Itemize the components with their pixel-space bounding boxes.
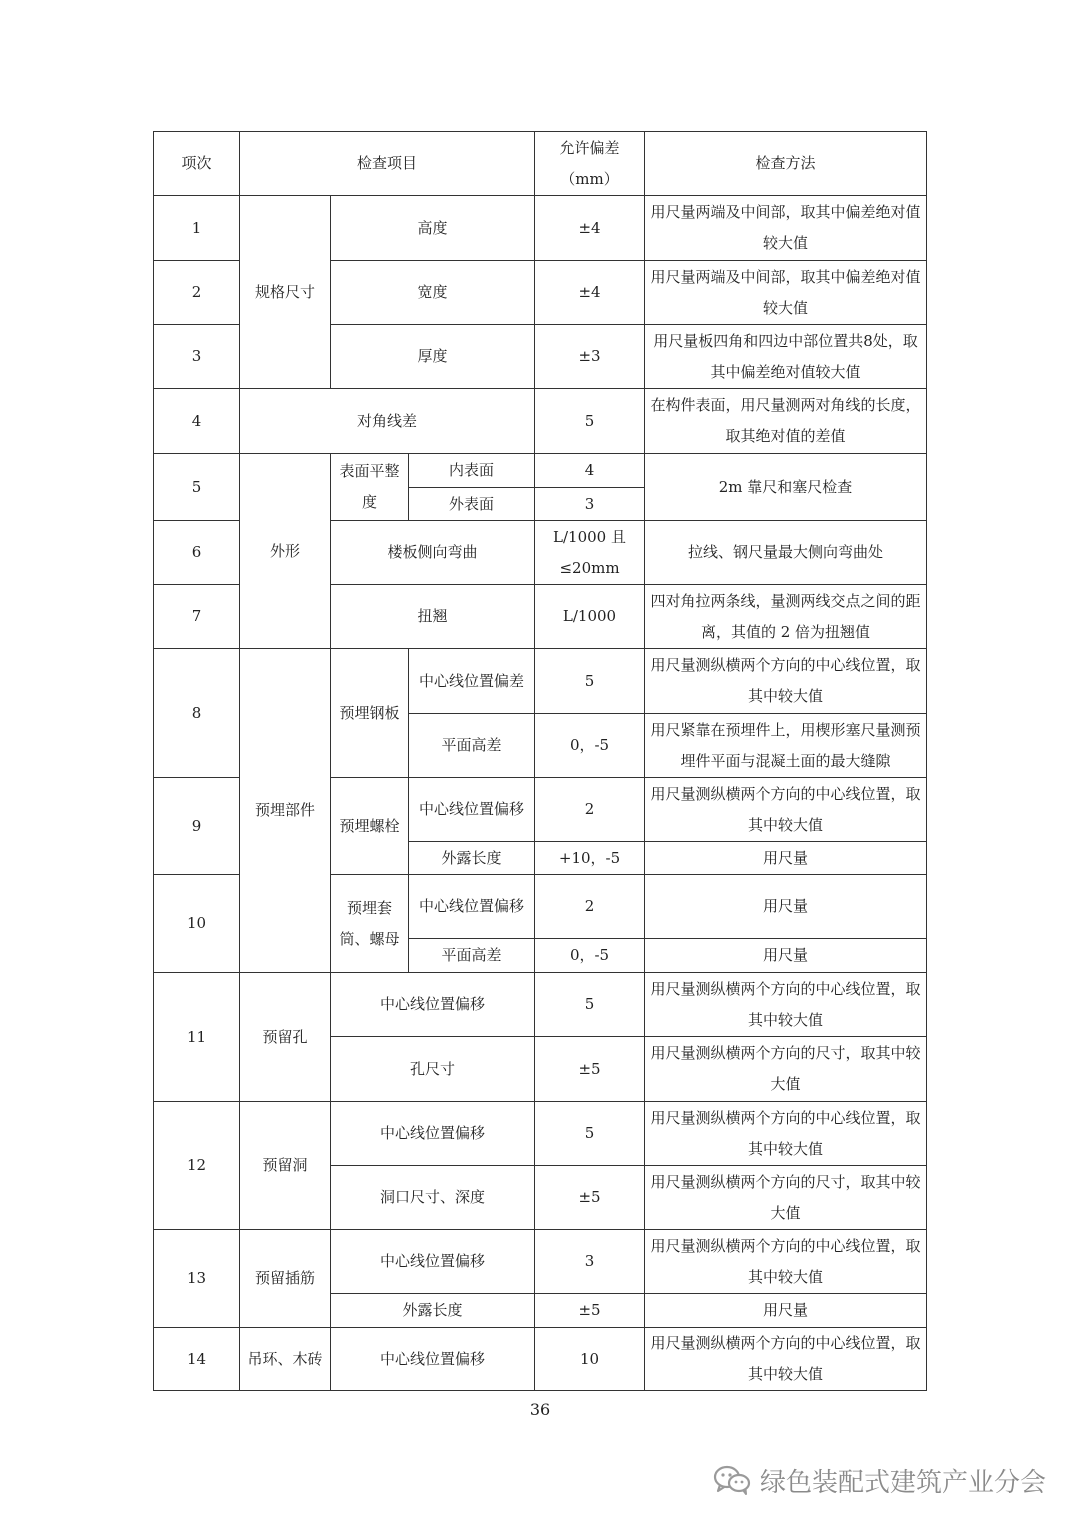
table-row xyxy=(154,649,927,714)
row-tolerance: 5 xyxy=(535,389,645,454)
table-row xyxy=(154,196,927,261)
row-number: 13 xyxy=(154,1230,240,1328)
row-tolerance: 4 xyxy=(535,454,645,488)
row-tolerance: ±4 xyxy=(535,261,645,325)
row-method: 用尺量测纵横两个方向的中心线位置，取其中较大值 xyxy=(645,1230,927,1294)
row-category: 预留插筋 xyxy=(240,1230,331,1328)
row-item: 中心线位置偏移 xyxy=(331,1230,535,1294)
row-tolerance: 2 xyxy=(535,875,645,939)
row-number: 4 xyxy=(154,389,240,454)
row-tolerance: ±3 xyxy=(535,325,645,389)
row-method: 用尺量测纵横两个方向的尺寸，取其中较大值 xyxy=(645,1037,927,1102)
table-row xyxy=(154,389,927,454)
table-header-row xyxy=(154,132,927,196)
row-item: 内表面 xyxy=(409,454,535,488)
row-number: 14 xyxy=(154,1328,240,1391)
row-number: 10 xyxy=(154,875,240,973)
row-item: 中心线位置偏移 xyxy=(331,973,535,1037)
row-subcategory: 预埋钢板 xyxy=(331,649,409,778)
row-tolerance: 3 xyxy=(535,1230,645,1294)
row-tolerance: 2 xyxy=(535,778,645,842)
row-item: 高度 xyxy=(331,196,535,261)
tolerance-table xyxy=(153,131,927,1391)
row-method: 用尺量两端及中间部，取其中偏差绝对值较大值 xyxy=(645,261,927,325)
row-item: 外露长度 xyxy=(409,842,535,875)
row-tolerance: 3 xyxy=(535,488,645,521)
row-item: 中心线位置偏差 xyxy=(409,649,535,714)
row-item: 中心线位置偏移 xyxy=(331,1102,535,1166)
row-item: 中心线位置偏移 xyxy=(409,875,535,939)
row-subcategory: 预埋螺栓 xyxy=(331,778,409,875)
row-method: 用尺量测纵横两个方向的中心线位置，取其中较大值 xyxy=(645,649,927,714)
row-method: 用尺量测纵横两个方向的中心线位置，取其中较大值 xyxy=(645,1102,927,1166)
row-tolerance: +10，-5 xyxy=(535,842,645,875)
row-item: 宽度 xyxy=(331,261,535,325)
header-item: 检查项目 xyxy=(240,132,535,196)
row-number: 2 xyxy=(154,261,240,325)
watermark xyxy=(712,1462,1046,1498)
page-number: 36 xyxy=(529,1400,551,1419)
row-item: 平面高差 xyxy=(409,714,535,778)
row-item: 楼板侧向弯曲 xyxy=(331,521,535,585)
row-method: 用尺量测纵横两个方向的尺寸，取其中较大值 xyxy=(645,1166,927,1230)
row-method: 用尺量两端及中间部，取其中偏差绝对值较大值 xyxy=(645,196,927,261)
header-method: 检查方法 xyxy=(645,132,927,196)
row-method: 用尺紧靠在预埋件上，用楔形塞尺量测预埋件平面与混凝土面的最大缝隙 xyxy=(645,714,927,778)
row-number: 6 xyxy=(154,521,240,585)
row-tolerance: 5 xyxy=(535,649,645,714)
row-tolerance: 0，-5 xyxy=(535,714,645,778)
row-category: 预留孔 xyxy=(240,973,331,1102)
row-number: 7 xyxy=(154,585,240,649)
row-method: 用尺量板四角和四边中部位置共8处，取其中偏差绝对值较大值 xyxy=(645,325,927,389)
row-item: 扭翘 xyxy=(331,585,535,649)
row-method: 在构件表面，用尺量测两对角线的长度，取其绝对值的差值 xyxy=(645,389,927,454)
row-tolerance: ±5 xyxy=(535,1037,645,1102)
row-method: 用尺量 xyxy=(645,1294,927,1328)
row-method: 四对角拉两条线，量测两线交点之间的距离，其值的 2 倍为扭翘值 xyxy=(645,585,927,649)
row-item: 外露长度 xyxy=(331,1294,535,1328)
row-item: 孔尺寸 xyxy=(331,1037,535,1102)
table-row xyxy=(154,1102,927,1166)
row-category: 吊环、木砖 xyxy=(240,1328,331,1391)
row-method: 用尺量 xyxy=(645,842,927,875)
header-tolerance: 允许偏差（mm） xyxy=(535,132,645,196)
row-item: 平面高差 xyxy=(409,939,535,973)
wechat-icon xyxy=(712,1464,752,1496)
row-method: 用尺量 xyxy=(645,875,927,939)
row-tolerance: L/1000 且≤20mm xyxy=(535,521,645,585)
row-number: 1 xyxy=(154,196,240,261)
row-category: 规格尺寸 xyxy=(240,196,331,389)
row-tolerance: 5 xyxy=(535,973,645,1037)
row-tolerance: L/1000 xyxy=(535,585,645,649)
row-item: 厚度 xyxy=(331,325,535,389)
row-subcategory: 表面平整度 xyxy=(331,454,409,521)
row-method: 用尺量测纵横两个方向的中心线位置，取其中较大值 xyxy=(645,1328,927,1391)
row-tolerance: ±4 xyxy=(535,196,645,261)
row-number: 5 xyxy=(154,454,240,521)
row-item: 中心线位置偏移 xyxy=(409,778,535,842)
row-method: 用尺量测纵横两个方向的中心线位置，取其中较大值 xyxy=(645,973,927,1037)
row-tolerance: ±5 xyxy=(535,1294,645,1328)
row-number: 12 xyxy=(154,1102,240,1230)
row-number: 11 xyxy=(154,973,240,1102)
row-tolerance: ±5 xyxy=(535,1166,645,1230)
row-subcategory: 预埋套筒、螺母 xyxy=(331,875,409,973)
row-item: 洞口尺寸、深度 xyxy=(331,1166,535,1230)
row-number: 9 xyxy=(154,778,240,875)
header-seq: 项次 xyxy=(154,132,240,196)
row-category: 外形 xyxy=(240,454,331,649)
row-number: 3 xyxy=(154,325,240,389)
row-tolerance: 10 xyxy=(535,1328,645,1391)
row-item: 中心线位置偏移 xyxy=(331,1328,535,1391)
row-item: 外表面 xyxy=(409,488,535,521)
row-method: 2m 靠尺和塞尺检查 xyxy=(645,454,927,521)
row-method: 用尺量测纵横两个方向的中心线位置，取其中较大值 xyxy=(645,778,927,842)
table-row xyxy=(154,1230,927,1294)
row-method: 用尺量 xyxy=(645,939,927,973)
row-item: 对角线差 xyxy=(240,389,535,454)
row-category: 预埋部件 xyxy=(240,649,331,973)
row-tolerance: 0，-5 xyxy=(535,939,645,973)
row-category: 预留洞 xyxy=(240,1102,331,1230)
table-row xyxy=(154,973,927,1037)
table-row xyxy=(154,454,927,488)
watermark-text: 绿色装配式建筑产业分会 xyxy=(759,1467,1046,1498)
row-number: 8 xyxy=(154,649,240,778)
row-tolerance: 5 xyxy=(535,1102,645,1166)
table-row xyxy=(154,1328,927,1391)
row-method: 拉线、钢尺量最大侧向弯曲处 xyxy=(645,521,927,585)
